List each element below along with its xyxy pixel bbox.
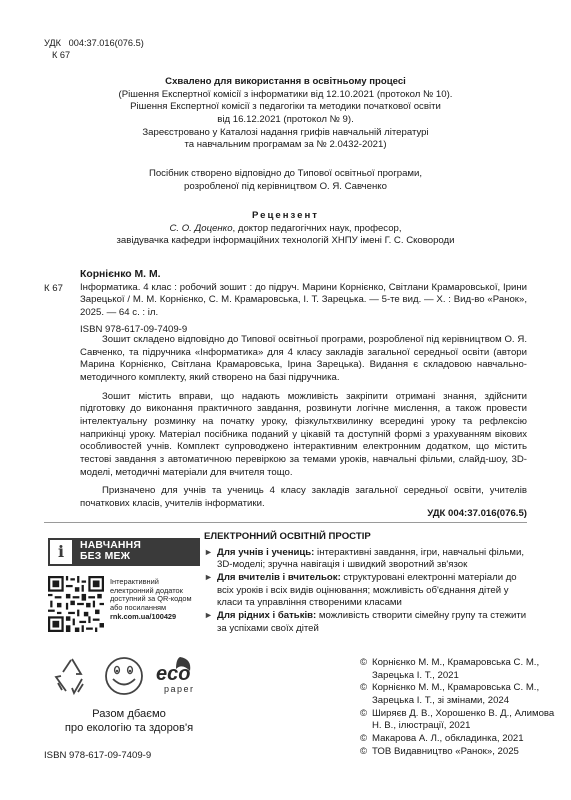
udk-code: УДК 004:37.016(076.5) — [44, 38, 144, 48]
biblio-text: Інформатика. 4 клас : робочий зошит : до підруч. Марини Корнієнко, Світлани Крамаровської, Ірини Зарецької / М. М. Корнієнко, С. М. Крамаровська, І. Т. Зарецька. — 5-те вид. — Х. : Вид-во «Ранок», 2025. — 64 с. : іл. — [80, 281, 527, 319]
copyright-block — [360, 657, 560, 758]
reviewer-position: завідувачка кафедри інформаційних технологій ХНПУ імені Г. С. Сковороди — [116, 235, 455, 247]
item-text: інтерактивні завдання, ігри, навчальні фільми, 3D-моделі; зручна навігація і швидкий зворотний зв'язок — [217, 546, 525, 571]
eco-logo-word: eco — [156, 663, 191, 685]
qr-block — [48, 576, 200, 632]
biblio-author: Корнієнко М. М. — [80, 269, 161, 280]
recycle-icon — [56, 659, 83, 693]
approval-line-2: Рішення Експертної комісії з педагогіки та методики початкової освіти — [130, 101, 441, 113]
section-divider — [44, 522, 527, 523]
biblio-k-code: К 67 — [44, 283, 63, 294]
program-note — [44, 168, 527, 193]
copyright-text: Корнієнко М. М., Крамаровська С. М., Зарецька І. Т., 2021 — [372, 657, 540, 681]
list-item — [204, 547, 534, 572]
qr-text-2: електронний додаток — [110, 585, 183, 595]
approval-title: Схвалено для використання в освітньому процесі — [165, 76, 406, 87]
eco-logos-svg — [52, 655, 202, 697]
biblio-block — [80, 268, 527, 336]
copyright-line — [360, 733, 560, 746]
udk-header — [44, 38, 144, 62]
info-icon: i — [48, 538, 74, 566]
eco-logo-sub: paper — [164, 684, 195, 694]
item-label: Для вчителів і вчительок: — [217, 571, 341, 583]
biblio-isbn: ISBN 978-617-09-7409-9 — [80, 323, 188, 335]
copyright-line — [360, 746, 560, 759]
eco-logos — [52, 655, 202, 697]
brand-line-1: НАВЧАННЯ — [80, 540, 141, 552]
brand-badge — [48, 538, 200, 566]
qr-text-1: Інтерактивний — [110, 577, 159, 586]
copyright-text: ТОВ Видавництво «Ранок», 2025 — [372, 745, 519, 757]
copyright-text: Корнієнко М. М., Крамаровська С. М., Зарецька І. Т., зі змінами, 2024 — [372, 682, 540, 706]
reviewer-line — [44, 223, 527, 236]
item-label: Для учнів і учениць: — [217, 546, 315, 558]
isbn-bottom: ISBN 978-617-09-7409-9 — [44, 750, 152, 761]
copyright-symbol: © — [360, 657, 368, 668]
smiley-icon — [106, 658, 142, 694]
copyright-symbol: © — [360, 732, 368, 744]
reviewer-title: Рецензент — [252, 210, 319, 221]
udk-bottom: УДК 004:37.016(076.5) — [427, 508, 527, 519]
reviewer-block — [44, 210, 527, 248]
copyright-line — [360, 708, 560, 733]
program-line-1: Посібник створено відповідно до Типової освітньої програми, — [148, 168, 423, 179]
triangle-bullet-icon: ► — [204, 571, 213, 582]
electronic-space-block — [204, 531, 534, 635]
qr-url-link[interactable]: rnk.com.ua/100429 — [110, 611, 177, 621]
program-line-2: розробленої під керівництвом О. Я. Савченко — [184, 180, 387, 192]
brand-name — [80, 541, 141, 563]
qr-description — [110, 578, 202, 622]
abstract-paragraph-1: Зошит складено відповідно до Типової освітньої програми, розробленої під керівництвом О. Я. Савченко, та підручника «Інформатика» для 4 класу закладів загальної середньої освіти (автори Марина Корнієнко, Світлана Крамаровська, Ірина Зарецька). Видання є складовою навчально-методичного комплекту, який створено на базі підручника. — [80, 334, 527, 383]
approval-line-4: Зареєстровано у Каталозі надання грифів навчальній літературі — [142, 126, 429, 138]
eco-paper-logo — [156, 657, 195, 694]
abstract-block — [80, 334, 527, 511]
copyright-text: Ширяєв Д. В., Хорошенко В. Д., Алимова Н. В., ілюстрації, 2021 — [372, 707, 555, 732]
qr-text-4: або посиланням — [110, 603, 167, 613]
approval-line-1: (Рішення Експертної комісії з інформатики від 12.10.2021 (протокол № 10). — [118, 88, 453, 100]
abstract-paragraph-2: Зошит містить вправи, що надають можливість закріпити отримані знання, здійснити підготовку до виконання практичного завдання, розвинути логічне мислення, а також провести інтелектуальну розминку на початку уроку, фізкультхвилинку всередині уроку та рефлексію наприкінці уроку. Матеріал посібника поданий у цікавій та доступній формі з урахуванням вікових особливостей учнів. Комплект супроводжено інтерактивним електронним додатком, що містить тестові завдання з автоматичною перевіркою за темами уроків, навчальні фільми, слайд-шоу, 3D-моделі, методичні матеріали для вчителя тощо. — [80, 390, 527, 478]
list-item — [204, 572, 534, 610]
slogan-line-2: про екологію та здоров'я — [64, 722, 194, 734]
abstract-paragraph-3: Призначено для учнів та учениць 4 класу закладів загальної середньої освіти, учителів початкових класів, учителів інформатики. — [80, 485, 527, 509]
item-text: можливість створити сімейну групу та стежити за успіхами своїх дітей — [217, 609, 527, 634]
copyright-symbol: © — [360, 682, 368, 694]
qr-code-icon[interactable] — [48, 576, 104, 632]
triangle-bullet-icon: ► — [204, 546, 213, 557]
triangle-bullet-icon: ► — [204, 609, 213, 620]
reviewer-name: С. О. Доценко — [169, 222, 233, 234]
copyright-text: Макарова А. Л., обкладинка, 2021 — [372, 732, 524, 744]
brand-line-2: БЕЗ МЕЖ — [80, 551, 131, 562]
approval-line-5: та навчальним програмам за № 2.0432-2021) — [184, 139, 387, 151]
copyright-symbol: © — [360, 707, 368, 719]
qr-text-3: доступний за QR-кодом — [110, 594, 192, 604]
item-text: структуровані електронні матеріали до всіх уроків і всіх видів оцінювання; можливість об'єднання дітей у класи та управління створеними класами — [217, 571, 517, 609]
eco-slogan — [40, 707, 218, 735]
copyright-line — [360, 682, 560, 707]
k-code: К 67 — [52, 49, 71, 60]
list-item — [204, 610, 534, 635]
copyright-line — [360, 657, 560, 682]
approval-line-3: від 16.12.2021 (протокол № 9). — [217, 113, 354, 125]
electronic-space-title: ЕЛЕКТРОННИЙ ОСВІТНІЙ ПРОСТІР — [204, 531, 371, 542]
approval-block — [44, 76, 527, 152]
slogan-line-1: Разом дбаємо — [92, 708, 166, 720]
copyright-symbol: © — [360, 745, 368, 757]
item-label: Для рідних і батьків: — [217, 609, 317, 621]
reviewer-degree: , доктор педагогічних наук, професор, — [232, 222, 402, 234]
